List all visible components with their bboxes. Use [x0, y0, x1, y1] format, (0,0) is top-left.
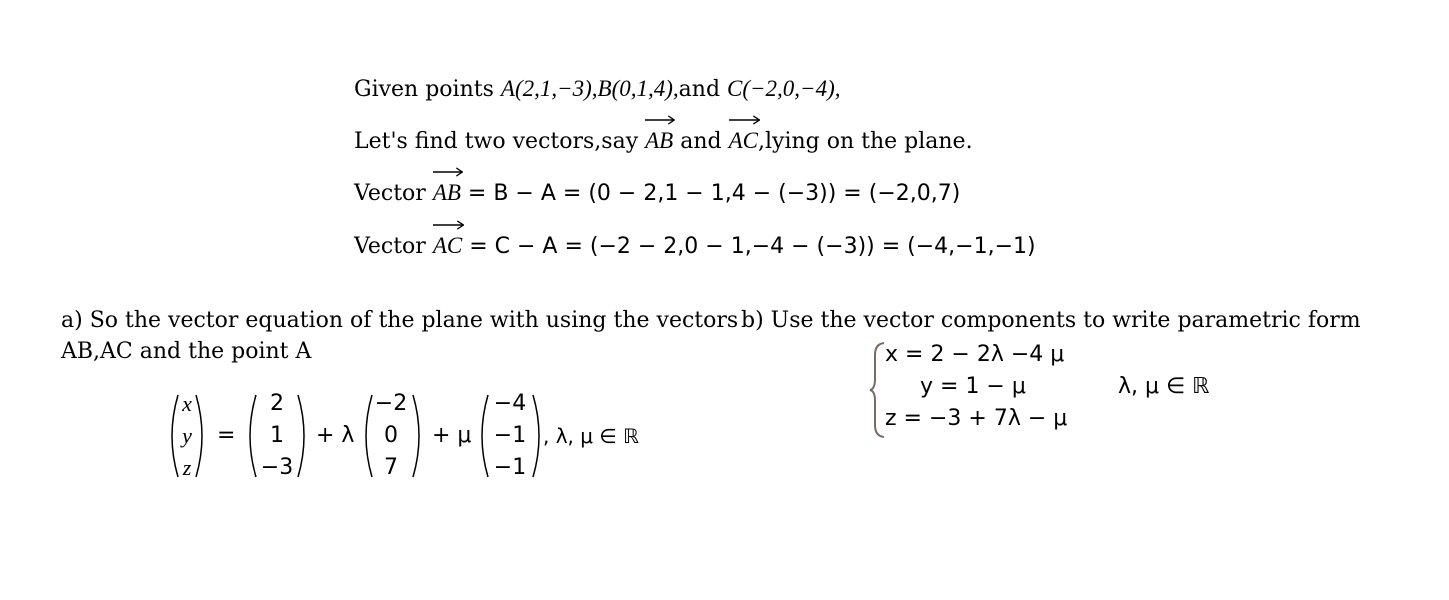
lhs-z: z — [182, 455, 192, 480]
vector-ac-symbol: AC — [729, 128, 758, 154]
vector-ab-line — [354, 180, 960, 206]
find-vectors-line — [354, 128, 973, 154]
vector-ac-name: AC — [433, 233, 462, 259]
vector-ab-symbol: AB — [645, 128, 673, 154]
u-2: 0 — [384, 423, 398, 448]
param-eq-z: z = −3 + 7λ − μ — [885, 406, 1068, 431]
find-suffix: ,lying on the plane. — [757, 129, 973, 154]
lhs-x: x — [182, 391, 192, 416]
vector-equation — [165, 393, 665, 479]
v-3: −1 — [493, 455, 527, 480]
v-2: −1 — [493, 423, 527, 448]
vector-arrow-icon — [729, 113, 760, 125]
equals-sign: = — [217, 423, 236, 448]
point-vector-3: −3 — [260, 455, 294, 480]
point-vector-2: 1 — [270, 423, 284, 448]
vector-ab-expression: = B − A = (0 − 2,1 − 1,4 − (−3)) = (−2,0,7) — [460, 181, 961, 206]
right-paren-icon — [410, 393, 426, 479]
vector-arrow-icon — [433, 165, 463, 177]
point-vector — [257, 393, 297, 479]
vector-ac-expression: = C − A = (−2 − 2,0 − 1,−4 − (−3)) = (−4,−1,−1) — [462, 234, 1036, 259]
vector-ac-line — [354, 233, 1036, 259]
vector-arrow-icon — [645, 113, 675, 125]
vector-ab-name: AB — [433, 180, 461, 206]
vector-arrow-icon — [433, 218, 464, 230]
param-eq-x: x = 2 − 2λ −4 μ — [885, 342, 1065, 367]
find-mid: and — [673, 129, 729, 154]
point-a: A(2,1,−3), — [500, 76, 598, 101]
point-c: C(−2,0,−4), — [727, 76, 841, 101]
lhs-y: y — [182, 423, 192, 448]
u-1: −2 — [374, 391, 408, 416]
find-prefix: Let's find two vectors,say — [354, 129, 646, 154]
point-vector-1: 2 — [270, 391, 284, 416]
vector-ab-label: Vector — [354, 181, 433, 206]
plus-lambda: + λ — [316, 423, 355, 448]
v-1: −4 — [493, 391, 527, 416]
direction-vector-u — [371, 393, 411, 479]
part-b-title: b) Use the vector components to write parametric form — [741, 308, 1361, 333]
point-b: B(0,1,4), — [597, 76, 679, 101]
vector-ac-label: Vector — [354, 234, 433, 259]
plus-mu: + μ — [432, 423, 472, 448]
param-eq-y: y = 1 − μ — [920, 374, 1026, 399]
given-points-line — [354, 76, 840, 102]
and-word: and — [678, 77, 728, 102]
part-a-line1: a) So the vector equation of the plane with using the vectors — [61, 308, 739, 333]
right-paren-icon — [193, 393, 209, 479]
equation-domain: , λ, μ ∈ ℝ — [543, 424, 639, 448]
part-a-line2: AB,AC and the point A — [61, 339, 312, 364]
given-label: Given points — [354, 77, 501, 102]
right-paren-icon — [295, 393, 311, 479]
param-domain: λ, μ ∈ ℝ — [1118, 374, 1210, 399]
u-3: 7 — [384, 455, 398, 480]
direction-vector-v — [488, 393, 532, 479]
